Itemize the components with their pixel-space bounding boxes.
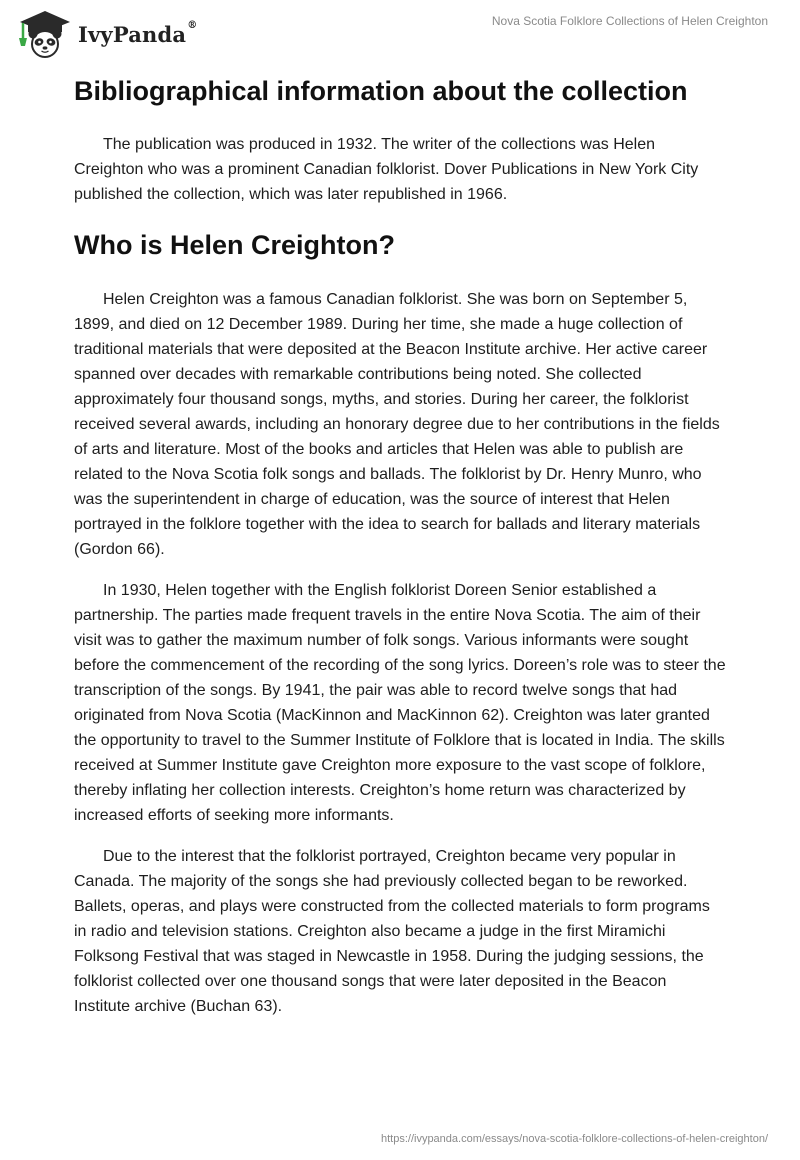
source-url[interactable]: https://ivypanda.com/essays/nova-scotia-folklore-collections-of-helen-creighton/ (380, 1133, 768, 1145)
brand-name[interactable] (78, 22, 197, 47)
paragraph-popularity: Due to the interest that the folklorist portrayed, Creighton became very popular in Canada. The majority of the songs she had previously collected began to be reworked. Ballets, operas, and plays were constructed from the collected materials to form programs in radio and television stations. Creighton also became a judge in the first Miramichi Folksong Festival that was staged in Newcastle in 1958. During the judging sessions, the folklorist collected over one thousand songs that were later deposited in the Beacon Institute archive (Buchan 63). (74, 848, 710, 1015)
brand-name-text: IvyPanda (78, 22, 187, 47)
section-heading-who-is-helen: Who is Helen Creighton? (74, 230, 395, 260)
panda-graduate-logo-icon[interactable] (14, 8, 76, 58)
page-header (0, 0, 800, 70)
section-heading-bibliographical: Bibliographical information about the collection (74, 76, 688, 106)
essay-content (74, 72, 726, 1019)
paragraph-biography: Helen Creighton was a famous Canadian folklorist. She was born on September 5, 1899, and died on 12 December 1989. During her time, she made a huge collection of traditional materials that were deposited at the Beacon Institute archive. Her active career spanned over decades with remarkable contributions being noted. She collected approximately four thousand songs, myths, and stories. During her career, the folklorist received several awards, including an honorary degree due to her contributions in the fields of arts and literature. Most of the books and articles that Helen was able to publish are related to the Nova Scotia folk songs and ballads. The folklorist by Dr. Henry Munro, who was the superintendent in charge of education, was the source of interest that Helen portrayed in the folklore together with the idea to search for ballads and literary materials (Gordon 66). (74, 291, 720, 558)
document-title: Nova Scotia Folklore Collections of Helen Creighton (491, 14, 768, 28)
paragraph-bibliographical: The publication was produced in 1932. The writer of the collections was Helen Creighton who was a prominent Canadian folklorist. Dover Publications in New York City published the collection, which was later republished in 1966. (74, 136, 699, 203)
registered-mark: ® (187, 20, 198, 31)
paragraph-partnership: In 1930, Helen together with the English folklorist Doreen Senior established a partnership. The parties made frequent travels in the entire Nova Scotia. The aim of their visit was to gather the maximum number of folk songs. Various informants were sought before the commencement of the recording of the song lyrics. Doreen’s role was to steer the transcription of the songs. By 1941, the pair was able to record twelve songs that had originated from Nova Scotia (MacKinnon and MacKinnon 62). Creighton was later granted the opportunity to travel to the Summer Institute of Folklore that is located in India. The skills received at Summer Institute gave Creighton more exposure to the vast scope of folklore, thereby inflating her collection interests. Creighton’s home return was characterized by increased efforts of seeking more informants. (74, 582, 726, 824)
